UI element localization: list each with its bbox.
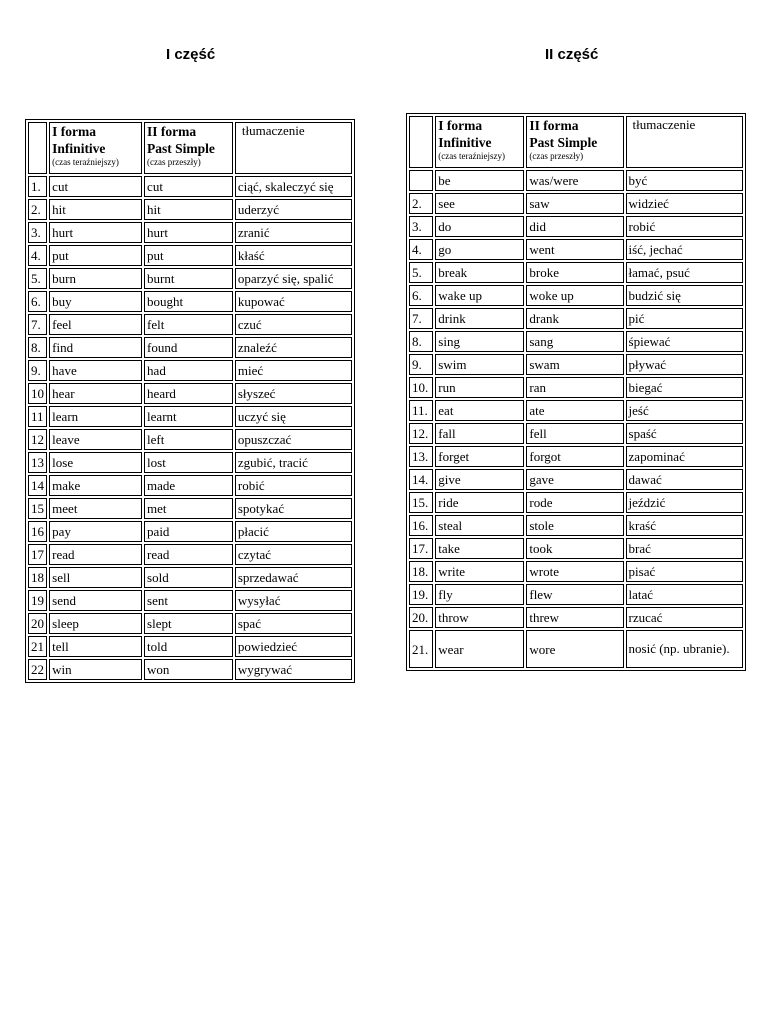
translation-cell: słyszeć <box>235 383 352 404</box>
table-row <box>28 314 352 335</box>
infinitive-header-cell <box>435 116 524 168</box>
row-number-cell: 16. <box>409 515 433 536</box>
past-simple-cell: broke <box>526 262 623 283</box>
infinitive-cell: run <box>435 377 524 398</box>
row-number-cell: 19 <box>28 590 47 611</box>
past-simple-cell: took <box>526 538 623 559</box>
row-number-cell: 4. <box>28 245 47 266</box>
row-number-cell: 20. <box>409 607 433 628</box>
infinitive-cell: swim <box>435 354 524 375</box>
past-simple-cell: fell <box>526 423 623 444</box>
row-number-cell: 21. <box>409 630 433 668</box>
infinitive-cell: sing <box>435 331 524 352</box>
row-number-cell: 11. <box>409 400 433 421</box>
row-number-cell: 16 <box>28 521 47 542</box>
table-row <box>409 446 743 467</box>
row-number-cell: 9. <box>28 360 47 381</box>
row-number-cell: 1. <box>28 176 47 197</box>
translation-cell: kupować <box>235 291 352 312</box>
past-simple-cell: wore <box>526 630 623 668</box>
table-row <box>28 406 352 427</box>
translation-cell: rzucać <box>626 607 743 628</box>
infinitive-cell: put <box>49 245 142 266</box>
past-simple-cell: lost <box>144 452 233 473</box>
past-simple-cell: was/were <box>526 170 623 191</box>
row-number-cell: 22 <box>28 659 47 680</box>
translation-header-cell: tłumaczenie <box>626 116 743 168</box>
translation-cell: sprzedawać <box>235 567 352 588</box>
row-number-cell: 14 <box>28 475 47 496</box>
past-simple-header-cell <box>144 122 233 174</box>
table-row <box>409 469 743 490</box>
past-simple-header-note: (czas przeszły) <box>529 151 584 161</box>
infinitive-cell: leave <box>49 429 142 450</box>
translation-cell: łamać, psuć <box>626 262 743 283</box>
translation-cell: zranić <box>235 222 352 243</box>
table-row <box>409 354 743 375</box>
infinitive-cell: sell <box>49 567 142 588</box>
row-number-cell: 13 <box>28 452 47 473</box>
infinitive-cell: hit <box>49 199 142 220</box>
infinitive-cell: cut <box>49 176 142 197</box>
table-row <box>28 452 352 473</box>
past-simple-cell: ran <box>526 377 623 398</box>
verbs-table-part-1 <box>25 119 355 683</box>
past-simple-header-line2: Past Simple <box>529 135 598 150</box>
past-simple-cell: drank <box>526 308 623 329</box>
row-number-cell: 19. <box>409 584 433 605</box>
table-row <box>28 613 352 634</box>
past-simple-header-note: (czas przeszły) <box>147 157 201 167</box>
row-number-cell: 9. <box>409 354 433 375</box>
translation-cell: spać <box>235 613 352 634</box>
translation-cell: latać <box>626 584 743 605</box>
row-number-cell: 15. <box>409 492 433 513</box>
part-1-title: I część <box>166 46 216 63</box>
row-number-cell: 3. <box>409 216 433 237</box>
infinitive-cell: take <box>435 538 524 559</box>
row-number-cell: 10 <box>28 383 47 404</box>
row-number-cell: 8. <box>409 331 433 352</box>
translation-cell: mieć <box>235 360 352 381</box>
infinitive-cell: steal <box>435 515 524 536</box>
infinitive-cell: learn <box>49 406 142 427</box>
row-number-cell: 5. <box>28 268 47 289</box>
infinitive-header-note: (czas teraźniejszy) <box>52 157 119 167</box>
table-row <box>28 475 352 496</box>
table-row <box>28 199 352 220</box>
table-row <box>28 245 352 266</box>
translation-cell: wygrywać <box>235 659 352 680</box>
table-header-row <box>28 122 352 174</box>
table-row <box>409 492 743 513</box>
past-simple-cell: met <box>144 498 233 519</box>
row-number-cell: 14. <box>409 469 433 490</box>
infinitive-cell: wake up <box>435 285 524 306</box>
infinitive-cell: eat <box>435 400 524 421</box>
table-row <box>409 561 743 582</box>
table-row <box>409 515 743 536</box>
infinitive-cell: fall <box>435 423 524 444</box>
past-simple-cell: won <box>144 659 233 680</box>
past-simple-cell: stole <box>526 515 623 536</box>
row-number-cell: 20 <box>28 613 47 634</box>
number-header-cell <box>409 116 433 168</box>
infinitive-cell: have <box>49 360 142 381</box>
past-simple-cell: woke up <box>526 285 623 306</box>
translation-cell: być <box>626 170 743 191</box>
infinitive-cell: fly <box>435 584 524 605</box>
row-number-cell: 3. <box>28 222 47 243</box>
row-number-cell: 11 <box>28 406 47 427</box>
part-2-title: II część <box>545 46 599 63</box>
past-simple-cell: read <box>144 544 233 565</box>
past-simple-cell: went <box>526 239 623 260</box>
past-simple-cell: forgot <box>526 446 623 467</box>
infinitive-cell: find <box>49 337 142 358</box>
table-row <box>28 222 352 243</box>
past-simple-cell: found <box>144 337 233 358</box>
infinitive-cell: hear <box>49 383 142 404</box>
translation-cell: pływać <box>626 354 743 375</box>
table-row <box>409 377 743 398</box>
table-row <box>409 630 743 668</box>
infinitive-cell: do <box>435 216 524 237</box>
infinitive-cell: give <box>435 469 524 490</box>
table-row <box>409 308 743 329</box>
infinitive-cell: sleep <box>49 613 142 634</box>
translation-cell: budzić się <box>626 285 743 306</box>
infinitive-cell: see <box>435 193 524 214</box>
past-simple-cell: had <box>144 360 233 381</box>
translation-cell: widzieć <box>626 193 743 214</box>
table-row <box>409 285 743 306</box>
translation-cell: robić <box>235 475 352 496</box>
infinitive-cell: make <box>49 475 142 496</box>
table-row <box>409 170 743 191</box>
translation-cell: kłaść <box>235 245 352 266</box>
infinitive-cell: feel <box>49 314 142 335</box>
infinitive-header-cell <box>49 122 142 174</box>
past-simple-cell: paid <box>144 521 233 542</box>
infinitive-cell: burn <box>49 268 142 289</box>
table-row <box>28 521 352 542</box>
past-simple-header-line2: Past Simple <box>147 141 215 156</box>
past-simple-cell: saw <box>526 193 623 214</box>
past-simple-cell: put <box>144 245 233 266</box>
past-simple-cell: sent <box>144 590 233 611</box>
past-simple-cell: flew <box>526 584 623 605</box>
table-row <box>28 544 352 565</box>
table-row <box>409 262 743 283</box>
infinitive-cell: win <box>49 659 142 680</box>
row-number-cell: 5. <box>409 262 433 283</box>
infinitive-cell: go <box>435 239 524 260</box>
past-simple-cell: left <box>144 429 233 450</box>
infinitive-cell: forget <box>435 446 524 467</box>
infinitive-header-line1: I forma <box>438 118 483 133</box>
table-row <box>28 636 352 657</box>
row-number-cell <box>409 170 433 191</box>
infinitive-cell: ride <box>435 492 524 513</box>
row-number-cell: 6. <box>409 285 433 306</box>
infinitive-cell: be <box>435 170 524 191</box>
translation-cell: zgubić, tracić <box>235 452 352 473</box>
table-row <box>28 383 352 404</box>
translation-cell: brać <box>626 538 743 559</box>
row-number-cell: 12. <box>409 423 433 444</box>
row-number-cell: 18 <box>28 567 47 588</box>
translation-header-cell: tłumaczenie <box>235 122 352 174</box>
translation-cell: śpiewać <box>626 331 743 352</box>
past-simple-cell: learnt <box>144 406 233 427</box>
translation-cell: robić <box>626 216 743 237</box>
infinitive-cell: write <box>435 561 524 582</box>
translation-cell: oparzyć się, spalić <box>235 268 352 289</box>
translation-cell: iść, jechać <box>626 239 743 260</box>
row-number-cell: 10. <box>409 377 433 398</box>
table-row <box>409 216 743 237</box>
table-row <box>28 291 352 312</box>
translation-cell: zapominać <box>626 446 743 467</box>
past-simple-cell: sold <box>144 567 233 588</box>
infinitive-header-line2: Infinitive <box>52 141 106 156</box>
table-row <box>409 584 743 605</box>
translation-cell: biegać <box>626 377 743 398</box>
row-number-cell: 12 <box>28 429 47 450</box>
row-number-cell: 2. <box>28 199 47 220</box>
table-row <box>28 337 352 358</box>
past-simple-cell: bought <box>144 291 233 312</box>
past-simple-cell: swam <box>526 354 623 375</box>
row-number-cell: 8. <box>28 337 47 358</box>
past-simple-cell: felt <box>144 314 233 335</box>
table-row <box>28 498 352 519</box>
row-number-cell: 7. <box>409 308 433 329</box>
past-simple-cell: rode <box>526 492 623 513</box>
translation-cell: płacić <box>235 521 352 542</box>
translation-cell: spaść <box>626 423 743 444</box>
infinitive-cell: meet <box>49 498 142 519</box>
table-row <box>409 423 743 444</box>
past-simple-cell: slept <box>144 613 233 634</box>
past-simple-cell: wrote <box>526 561 623 582</box>
row-number-cell: 17. <box>409 538 433 559</box>
table-row <box>409 239 743 260</box>
table-row <box>409 607 743 628</box>
translation-cell: pić <box>626 308 743 329</box>
past-simple-cell: burnt <box>144 268 233 289</box>
translation-cell: czuć <box>235 314 352 335</box>
table-header-row <box>409 116 743 168</box>
infinitive-header-line1: I forma <box>52 124 97 139</box>
translation-cell: powiedzieć <box>235 636 352 657</box>
infinitive-cell: wear <box>435 630 524 668</box>
past-simple-cell: sang <box>526 331 623 352</box>
translation-cell: znaleźć <box>235 337 352 358</box>
table-row <box>28 659 352 680</box>
past-simple-cell: threw <box>526 607 623 628</box>
translation-cell: uderzyć <box>235 199 352 220</box>
translation-cell: dawać <box>626 469 743 490</box>
table-row <box>409 331 743 352</box>
infinitive-cell: tell <box>49 636 142 657</box>
translation-cell: jeździć <box>626 492 743 513</box>
row-number-cell: 21 <box>28 636 47 657</box>
translation-cell: kraść <box>626 515 743 536</box>
row-number-cell: 15 <box>28 498 47 519</box>
verbs-table-part-2 <box>406 113 746 671</box>
table-row <box>28 590 352 611</box>
past-simple-header-cell <box>526 116 623 168</box>
translation-cell: ciąć, skaleczyć się <box>235 176 352 197</box>
table-row <box>28 268 352 289</box>
past-simple-cell: cut <box>144 176 233 197</box>
table-row <box>28 567 352 588</box>
table-row <box>28 360 352 381</box>
number-header-cell <box>28 122 47 174</box>
infinitive-cell: drink <box>435 308 524 329</box>
row-number-cell: 17 <box>28 544 47 565</box>
row-number-cell: 2. <box>409 193 433 214</box>
table-row <box>409 193 743 214</box>
past-simple-cell: made <box>144 475 233 496</box>
infinitive-header-note: (czas teraźniejszy) <box>438 151 505 161</box>
infinitive-cell: send <box>49 590 142 611</box>
table-row <box>28 176 352 197</box>
translation-cell: spotykać <box>235 498 352 519</box>
translation-cell: nosić (np. ubranie). <box>626 630 743 668</box>
infinitive-cell: read <box>49 544 142 565</box>
table-row <box>28 429 352 450</box>
past-simple-cell: heard <box>144 383 233 404</box>
row-number-cell: 7. <box>28 314 47 335</box>
past-simple-cell: told <box>144 636 233 657</box>
table-row <box>409 400 743 421</box>
past-simple-header-line1: II forma <box>147 124 197 139</box>
infinitive-cell: throw <box>435 607 524 628</box>
past-simple-cell: hit <box>144 199 233 220</box>
infinitive-cell: hurt <box>49 222 142 243</box>
past-simple-cell: ate <box>526 400 623 421</box>
past-simple-cell: did <box>526 216 623 237</box>
translation-cell: opuszczać <box>235 429 352 450</box>
past-simple-cell: gave <box>526 469 623 490</box>
translation-cell: uczyć się <box>235 406 352 427</box>
row-number-cell: 6. <box>28 291 47 312</box>
infinitive-cell: buy <box>49 291 142 312</box>
infinitive-header-line2: Infinitive <box>438 135 492 150</box>
infinitive-cell: pay <box>49 521 142 542</box>
table-row <box>409 538 743 559</box>
translation-cell: czytać <box>235 544 352 565</box>
translation-cell: pisać <box>626 561 743 582</box>
row-number-cell: 13. <box>409 446 433 467</box>
past-simple-header-line1: II forma <box>529 118 579 133</box>
translation-cell: jeść <box>626 400 743 421</box>
infinitive-cell: break <box>435 262 524 283</box>
row-number-cell: 18. <box>409 561 433 582</box>
past-simple-cell: hurt <box>144 222 233 243</box>
row-number-cell: 4. <box>409 239 433 260</box>
translation-cell: wysyłać <box>235 590 352 611</box>
infinitive-cell: lose <box>49 452 142 473</box>
